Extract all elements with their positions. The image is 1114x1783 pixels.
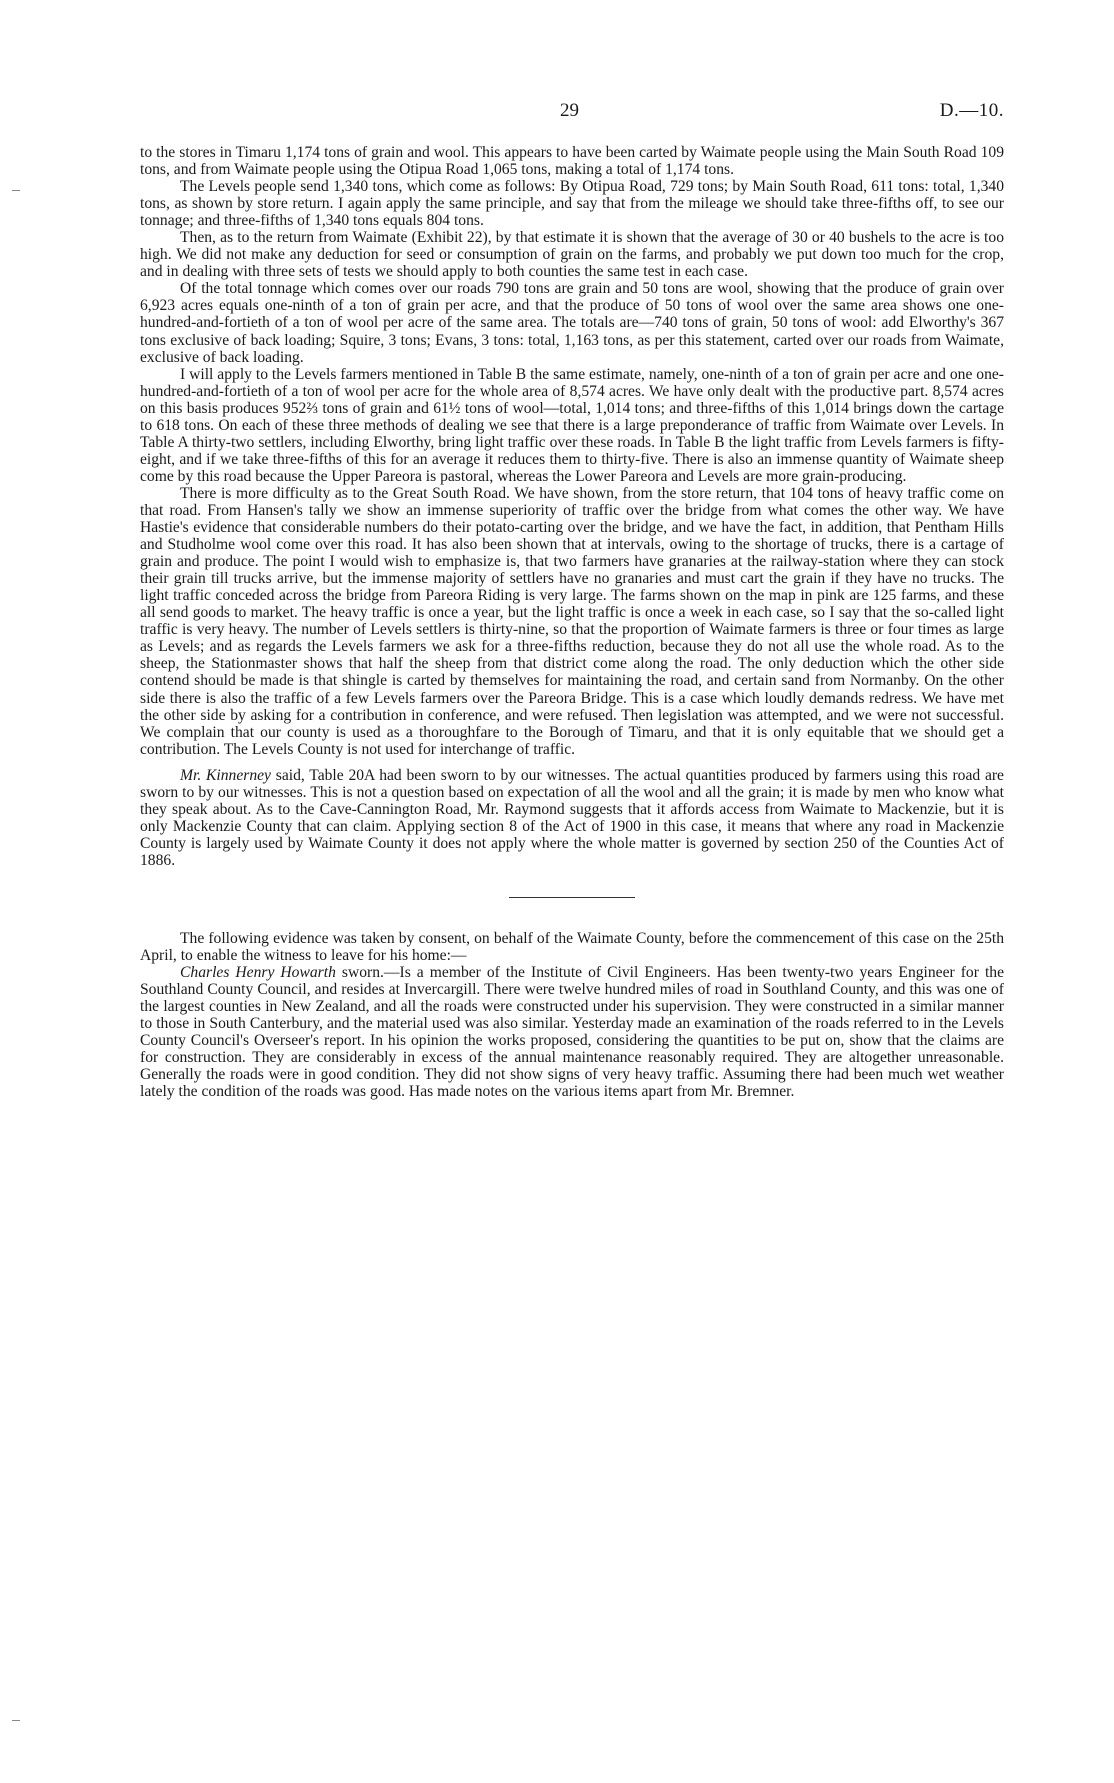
speaker-name: Mr. Kinnerney <box>180 766 271 784</box>
paragraph: Of the total tonnage which comes over our roads 790 tons are grain and 50 tons are wool, showing that the produce of grain over 6,923 acres equals one-ninth of a ton of grain per acre, and that the produce of 50 tons of wool over the same area shows one one-hundred-and-fortieth of a ton of wool per acre of the same area. The totals are—740 tons of grain, 50 tons of wool: add Elworthy's 367 tons exclusive of back loading; Squire, 3 tons; Evans, 3 tons: total, 1,163 tons, as per this statement, carted over our roads from Waimate, exclusive of back loading. <box>140 280 1004 366</box>
witness-name: Charles Henry Howarth <box>180 964 336 982</box>
paragraph: to the stores in Timaru 1,174 tons of grain and wool. This appears to have been carted by Waimate people using the Main South Road 109 tons, and from Waimate people using the Otipua Road 1,065 tons, making a total of 1,174 tons. <box>140 144 1004 179</box>
main-text <box>140 144 1004 1100</box>
page-number: 29 <box>560 100 579 121</box>
paragraph: There is more difficulty as to the Great South Road. We have shown, from the store return, that 104 tons of heavy traffic come on that road. From Hansen's tally we show an immense superiority of traffic over the bridge from what comes the other way. We have Hastie's evidence that considerable numbers do their potato-carting over the bridge, and we have the fact, in addition, that Pentham Hills and Studholme wool come over this road. It has also been shown that at intervals, owing to the shortage of trucks, there is a cartage of grain and produce. The point I would wish to emphasize is, that two farmers have granaries at the railway-station where they can stock their grain till trucks arrive, but the immense majority of settlers have no granaries and must cart the grain if they have no trucks. The light traffic conceded across the bridge from Pareora Riding is very large. The farms shown on the map in pink are 125 farms, and these all send goods to market. The heavy traffic is once a year, but the light traffic is once a week in each case, so I say that the so-called light traffic is very heavy. The number of Levels settlers is thirty-nine, so that the proportion of Waimate farmers is three or four times as large as Levels; and as regards the Levels farmers we ask for a three-fifths reduction, because they do not all use the whole road. As to the sheep, the Stationmaster shows that half the sheep from that district come along the road. The only deduction which the other side contend should be made is that shingle is carted by themselves for maintaining the road, and certain sand from Normanby. On the other side there is also the traffic of a few Levels farmers over the Pareora Bridge. This is a case which loudly demands redress. We have met the other side by asking for a contribution in conference, and were refused. Then legislation was attempted, and we were not successful. We complain that our county is used as a thoroughfare to the Borough of Timaru, and that it is only equitable that we should get a contribution. The Levels County is not used for interchange of traffic. <box>140 484 1004 758</box>
evidence-intro: The following evidence was taken by consent, on behalf of the Waimate County, before the commencement of this case on the 25th April, to enable the witness to leave for his home:— <box>140 929 1004 965</box>
page-header <box>140 100 1004 130</box>
margin-mark <box>12 190 20 191</box>
kinnerney-paragraph <box>140 767 1004 869</box>
witness-text: sworn.—Is a member of the Institute of Civil Engineers. Has been twenty-two years Engineer for the Southland County Council, and resides at Invercargill. There were twelve hundred miles of road in Southland County, and this was one of the largest counties in New Zealand, and all the roads were constructed under his supervision. They were constructed in a similar manner to those in South Canterbury, and the material used was also similar. Yesterday made an examination of the roads referred to in the Levels County Council's Overseer's report. In his opinion the works proposed, considering the quantities to be put on, show that the claims are for construction. They are considerably in excess of the annual maintenance reasonably required. They are altogether unreasonable. Generally the roads were in good condition. They did not show signs of very heavy traffic. Assuming there had been much wet weather lately the condition of the roads was good. Has made notes on the various items apart from Mr. Bremner. <box>140 964 1004 1101</box>
paragraph: I will apply to the Levels farmers mentioned in Table B the same estimate, namely, one-ninth of a ton of grain per acre and one one-hundred-and-fortieth of a ton of wool per acre for the whole area of 8,574 acres. We have only dealt with the productive part. 8,574 acres on this basis produces 952⅔ tons of grain and 61½ tons of wool—total, 1,014 tons; and three-fifths of this 1,014 brings down the cartage to 618 tons. On each of these three methods of dealing we see that there is a large preponderance of traffic from Waimate over Levels. In Table A thirty-two settlers, including Elworthy, bring light traffic over these roads. In Table B the light traffic from Levels farmers is fifty-eight, and if we take three-fifths of this for an average it reduces them to thirty-five. There is also an immense quantity of Waimate sheep come by this road because the Upper Pareora is pastoral, whereas the Lower Pareora and Levels are more grain-producing. <box>140 365 1004 485</box>
witness-paragraph <box>140 964 1004 1100</box>
paragraph: Then, as to the return from Waimate (Exhibit 22), by that estimate it is shown that the average of 30 or 40 bushels to the acre is too high. We did not make any deduction for seed or consumption of grain on the farms, and probably we put down too much for the crop, and in dealing with three sets of tests we should apply to both counties the same test in each case. <box>140 229 1004 281</box>
document-page <box>140 100 1004 1100</box>
paragraph: The Levels people send 1,340 tons, which come as follows: By Otipua Road, 729 tons; by Main South Road, 611 tons: total, 1,340 tons, as shown by store return. I again apply the same principle, and say that from the mileage we should take three-fifths off, to see our tonnage; and three-fifths of 1,340 tons equals 804 tons. <box>140 178 1004 230</box>
document-reference: D.—10. <box>939 100 1004 121</box>
margin-mark <box>12 1720 20 1721</box>
speaker-text: said, Table 20A had been sworn to by our witnesses. The actual quantities produced by farmers using this road are sworn to by our witnesses. This is not a question based on expectation of all the wool and all the grain; it is made by men who know what they speak about. As to the Cave-Cannington Road, Mr. Raymond suggests that it affords access from Waimate to Mackenzie, but it is only Mackenzie County that can claim. Applying section 8 of the Act of 1900 in this case, it means that where any road in Mackenzie County is largely used by Waimate County it does not apply where the whole matter is governed by section 250 of the Counties Act of 1886. <box>140 766 1004 869</box>
section-divider <box>509 897 635 898</box>
